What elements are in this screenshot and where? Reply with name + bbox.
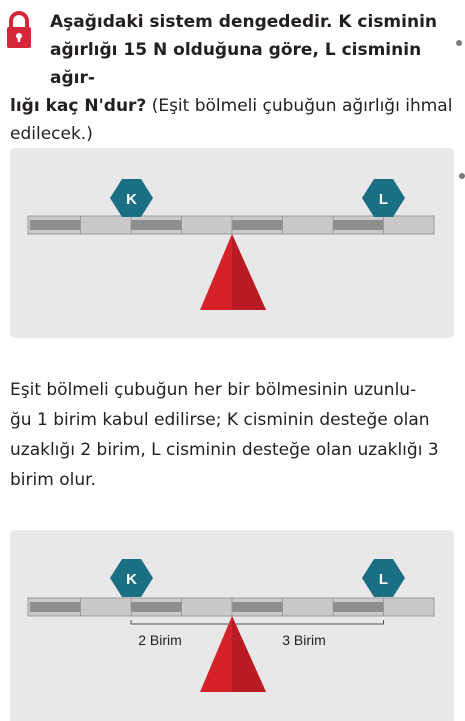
question-line-2: ağırlığı 15 N olduğuna göre, L cisminin ağır- (50, 40, 422, 88)
question-line-3-rest: (Eşit bölmeli çubuğun ağırlığı ihmal (146, 96, 453, 116)
edge-dot-1 (456, 40, 462, 46)
weight-l (362, 179, 405, 217)
explanation-text (10, 375, 456, 495)
edge-dot-2 (459, 173, 465, 179)
weight-l-2 (362, 559, 405, 597)
explanation-line-4: birim olur. (10, 470, 96, 490)
question-line-3 (10, 92, 456, 120)
question-text (10, 8, 456, 148)
fulcrum (200, 234, 266, 310)
distance-right-label: 3 Birim (282, 632, 326, 648)
weight-k-2-label: K (126, 571, 137, 588)
distance-bracket-left (131, 620, 232, 648)
explanation-line-3: uzaklığı 2 birim, L cisminin desteğe olan uzaklığı 3 (10, 440, 439, 460)
question-line-1: Aşağıdaki sistem dengededir. K cisminin (50, 12, 438, 32)
lever-bar-2 (28, 598, 434, 616)
distance-bracket-right (232, 620, 384, 648)
weight-l-label: L (378, 191, 389, 208)
lever-figure-2 (10, 530, 454, 721)
explanation-line-2: ğu 1 birim kabul edilirse; K cisminin desteğe olan (10, 410, 430, 430)
weight-k (110, 179, 153, 217)
distance-left-label: 2 Birim (138, 632, 182, 648)
lever-bar (28, 216, 434, 234)
question-line-3-bold: lığı kaç N'dur? (10, 96, 147, 116)
weight-l-2-label: L (378, 571, 389, 588)
weight-k-2 (110, 559, 153, 597)
question-line-4: edilecek.) (10, 124, 93, 144)
lever-figure-1 (10, 148, 454, 338)
weight-k-label: K (126, 191, 137, 208)
fulcrum-2 (200, 616, 266, 692)
explanation-line-1: Eşit bölmeli çubuğun her bir bölmesinin uzunlu- (10, 380, 417, 400)
